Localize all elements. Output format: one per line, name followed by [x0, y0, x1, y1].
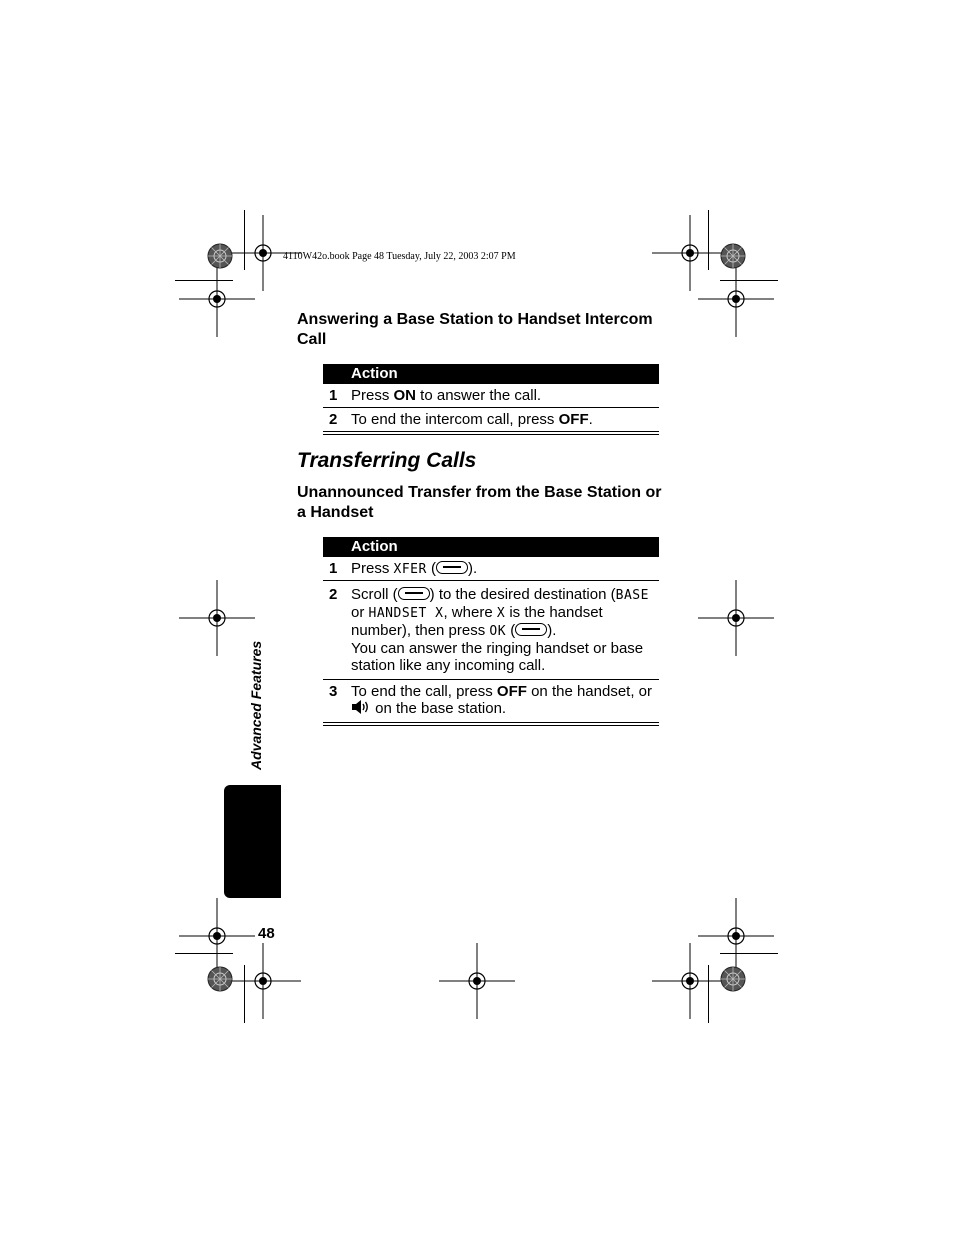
table-row: 3 To end the call, press OFF on the handset, or on the base station.: [323, 680, 659, 723]
table-row: 2 Scroll ( ) to the desired destination (BASE or HANDSET X, where X is the handset number), then press OK ( ). You can answer the ringing handset or base station like any incoming call.: [323, 581, 659, 680]
print-header: 4110W42o.book Page 48 Tuesday, July 22, 2003 2:07 PM: [283, 251, 516, 262]
action-table: [323, 537, 659, 726]
table-row: 1 Press ON to answer the call.: [323, 384, 659, 408]
color-bar: [208, 967, 232, 991]
registration-target: [698, 261, 774, 337]
registration-target: [652, 215, 728, 291]
softkey-icon: [398, 587, 430, 600]
section-title: Answering a Base Station to Handset Intercom Call: [297, 311, 653, 348]
registration-target: [225, 943, 301, 1019]
chapter-tab: [224, 785, 281, 898]
color-bar: [208, 244, 232, 268]
table-row: 1 Press XFER ( ).: [323, 557, 659, 581]
registration-target: [179, 580, 255, 656]
registration-target: [652, 943, 728, 1019]
registration-target: [698, 898, 774, 974]
table-row: 2 To end the intercom call, press OFF.: [323, 408, 659, 432]
table-header: Action: [323, 537, 659, 557]
registration-target: [179, 898, 255, 974]
softkey-icon: [436, 561, 468, 574]
speaker-icon: [351, 700, 371, 714]
section-title: Unannounced Transfer from the Base Station or a Handset: [297, 484, 662, 521]
action-table: [323, 364, 659, 435]
chapter-label: Advanced Features: [248, 640, 264, 770]
registration-target: [439, 943, 515, 1019]
softkey-icon: [515, 623, 547, 636]
section-heading: Transferring Calls: [297, 449, 477, 472]
color-bar: [721, 967, 745, 991]
page-number: 48: [258, 925, 275, 942]
registration-target: [698, 580, 774, 656]
color-bar: [721, 244, 745, 268]
table-header: Action: [323, 364, 659, 384]
registration-target: [179, 261, 255, 337]
